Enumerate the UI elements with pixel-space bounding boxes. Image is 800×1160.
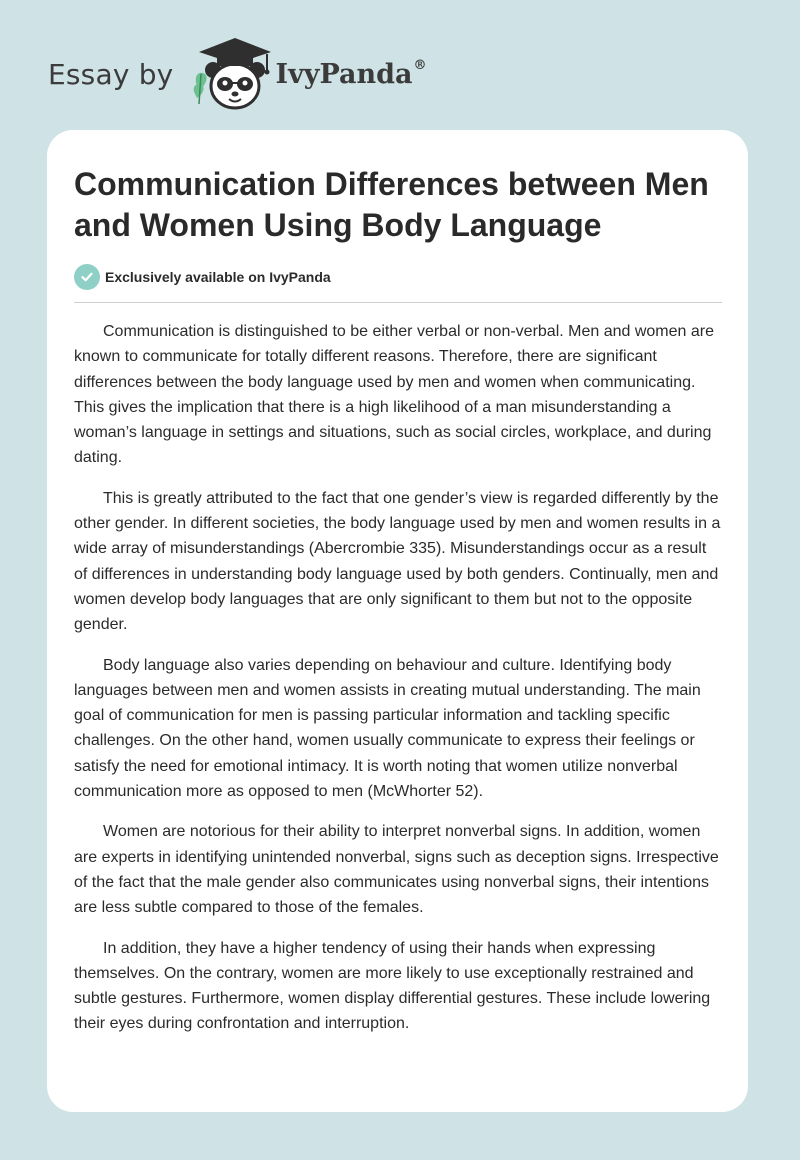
essay-card (47, 130, 748, 1112)
divider (74, 302, 722, 303)
essay-by-label: Essay by (48, 57, 174, 91)
paragraph: Communication is distinguished to be either verbal or non-verbal. Men and women are known to communicate for totally different reasons. Therefore, there are significant differences between the body language used by men and women when communicating. This gives the implication that there is a high likelihood of a man misunderstanding a woman’s language in settings and situations, such as social circles, workplace, and during dating. (74, 323, 714, 467)
brand-name: IvyPanda® (275, 58, 427, 90)
paragraph: Women are notorious for their ability to interpret nonverbal signs. In addition, women are experts in identifying unintended nonverbal, signs such as deception signs. Irrespective of the fact that the male gender also communicates using nonverbal signs, their intentions are less subtle compared to those of the females. (74, 823, 719, 917)
check-circle-icon (74, 264, 100, 290)
registered-mark: ® (413, 58, 427, 73)
essay-body (74, 319, 724, 1052)
paragraph: Body language also varies depending on behaviour and culture. Identifying body languages between men and women assists in creating mutual understanding. The main goal of communication for men is passing particular information and tackling specific challenges. On the other hand, women usually communicate to express their feelings or satisfy the need for emotional intimacy. It is worth noting that women utilize nonverbal communication more as opposed to men (McWhorter 52). (74, 656, 701, 801)
paragraph: In addition, they have a higher tendency of using their hands when expressing themselves. On the contrary, women are more likely to use exceptionally restrained and subtle gestures. Furthermore, women display differential gestures. These include lowering their eyes during confrontation and interruption. (74, 939, 711, 1033)
page-title: Communication Differences between Men and Women Using Body Language (74, 166, 709, 243)
site-header (48, 34, 427, 114)
paragraph: This is greatly attributed to the fact that one gender’s view is regarded differently by the other gender. In different societies, the body language used by men and women results in a wide array of misunderstandings (Abercrombie 335). Misunderstandings occur as a result of differences in understanding body language used by both genders. Continually, men and women develop body languages that are only significant to them but not to the opposite gender. (74, 489, 721, 634)
exclusive-badge (74, 264, 331, 290)
panda-graduation-cap-icon (187, 34, 273, 114)
exclusive-badge-label: Exclusively available on IvyPanda (105, 269, 331, 285)
